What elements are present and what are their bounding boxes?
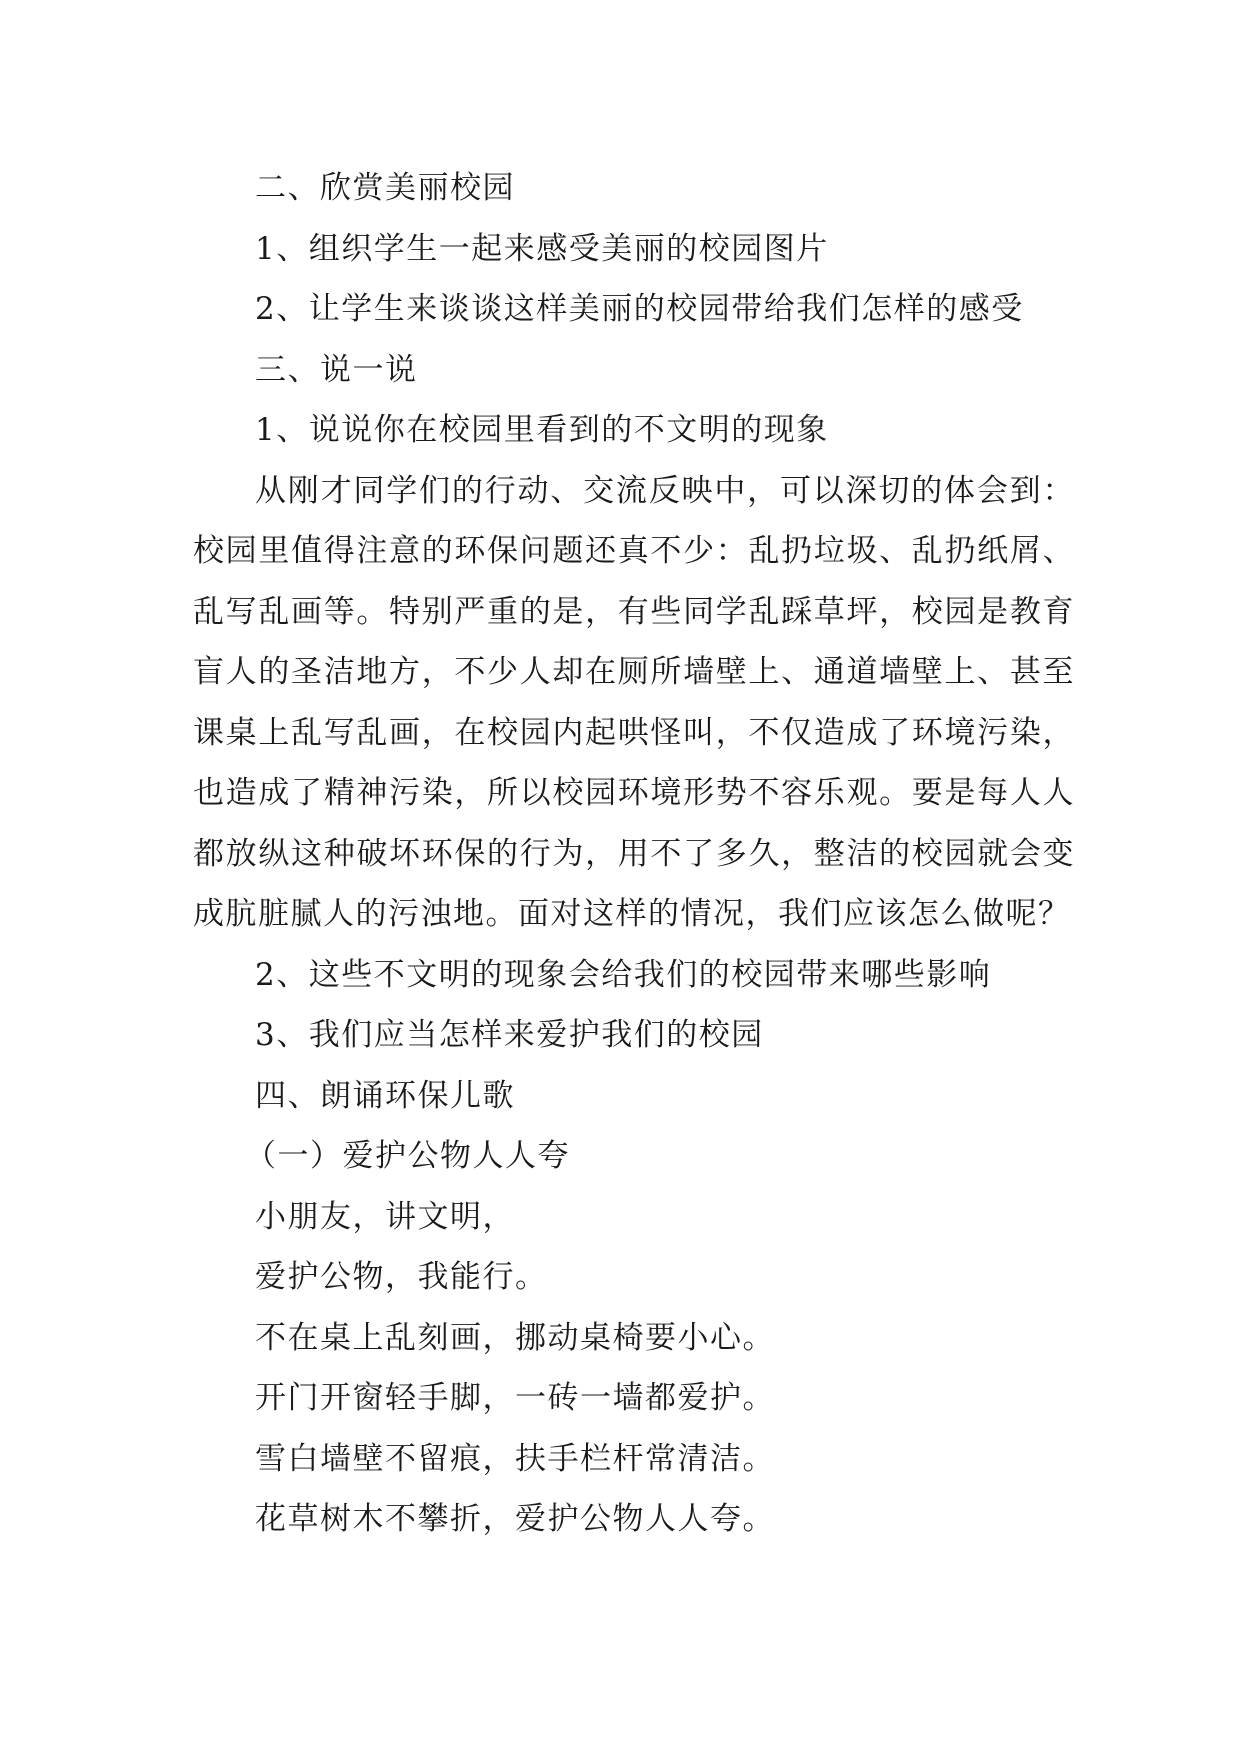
section-heading-4: 四、朗诵环保儿歌 [255,1077,515,1114]
list-item: 3、我们应当怎样来爱护我们的校园 [255,1017,764,1053]
poem-line: 花草树木不攀折，爱护公物人人夸。 [255,1501,775,1537]
section-heading-2: 二、欣赏美丽校园 [255,170,515,206]
poem-line: 开门开窗轻手脚，一砖一墙都爱护。 [255,1380,775,1416]
poem-line: 小朋友，讲文明， [255,1198,515,1235]
body-paragraph: 从刚才同学们的行动、交流反映中，可以深切的体会到：校园里值得注意的环保问题还真不少：乱扔垃圾、乱扔纸屑、乱写乱画等。特别严重的是，有些同学乱踩草坪，校园是教育盲人的圣洁地方，不少人却在厕所墙壁上、通道墙壁上、甚至课桌上乱写乱画，在校园内起哄怪叫，不仅造成了环境污染，也造成了精神污染，所以校园环境形势不容乐观。要是每人人都放纵这种破坏环保的行为，用不了多久，整洁的校园就会变成肮脏腻人的污浊地。面对这样的情况，我们应该怎么做呢？ [193,472,1075,932]
document-body [193,158,1083,1550]
poem-line: 爱护公物，我能行。 [255,1259,548,1295]
list-item: 2、让学生来谈谈这样美丽的校园带给我们怎样的感受 [255,291,1024,327]
section-heading-3: 三、说一说 [255,351,418,388]
list-item: 2、这些不文明的现象会给我们的校园带来哪些影响 [255,956,992,993]
poem-line: 雪白墙壁不留痕，扶手栏杆常清洁。 [255,1440,775,1477]
poem-title: （一）爱护公物人人夸 [245,1138,570,1174]
poem-line: 不在桌上乱刻画，挪动桌椅要小心。 [255,1319,775,1356]
list-item: 1、说说你在校园里看到的不文明的现象 [255,412,829,448]
list-item: 1、组织学生一起来感受美丽的校园图片 [255,230,829,267]
